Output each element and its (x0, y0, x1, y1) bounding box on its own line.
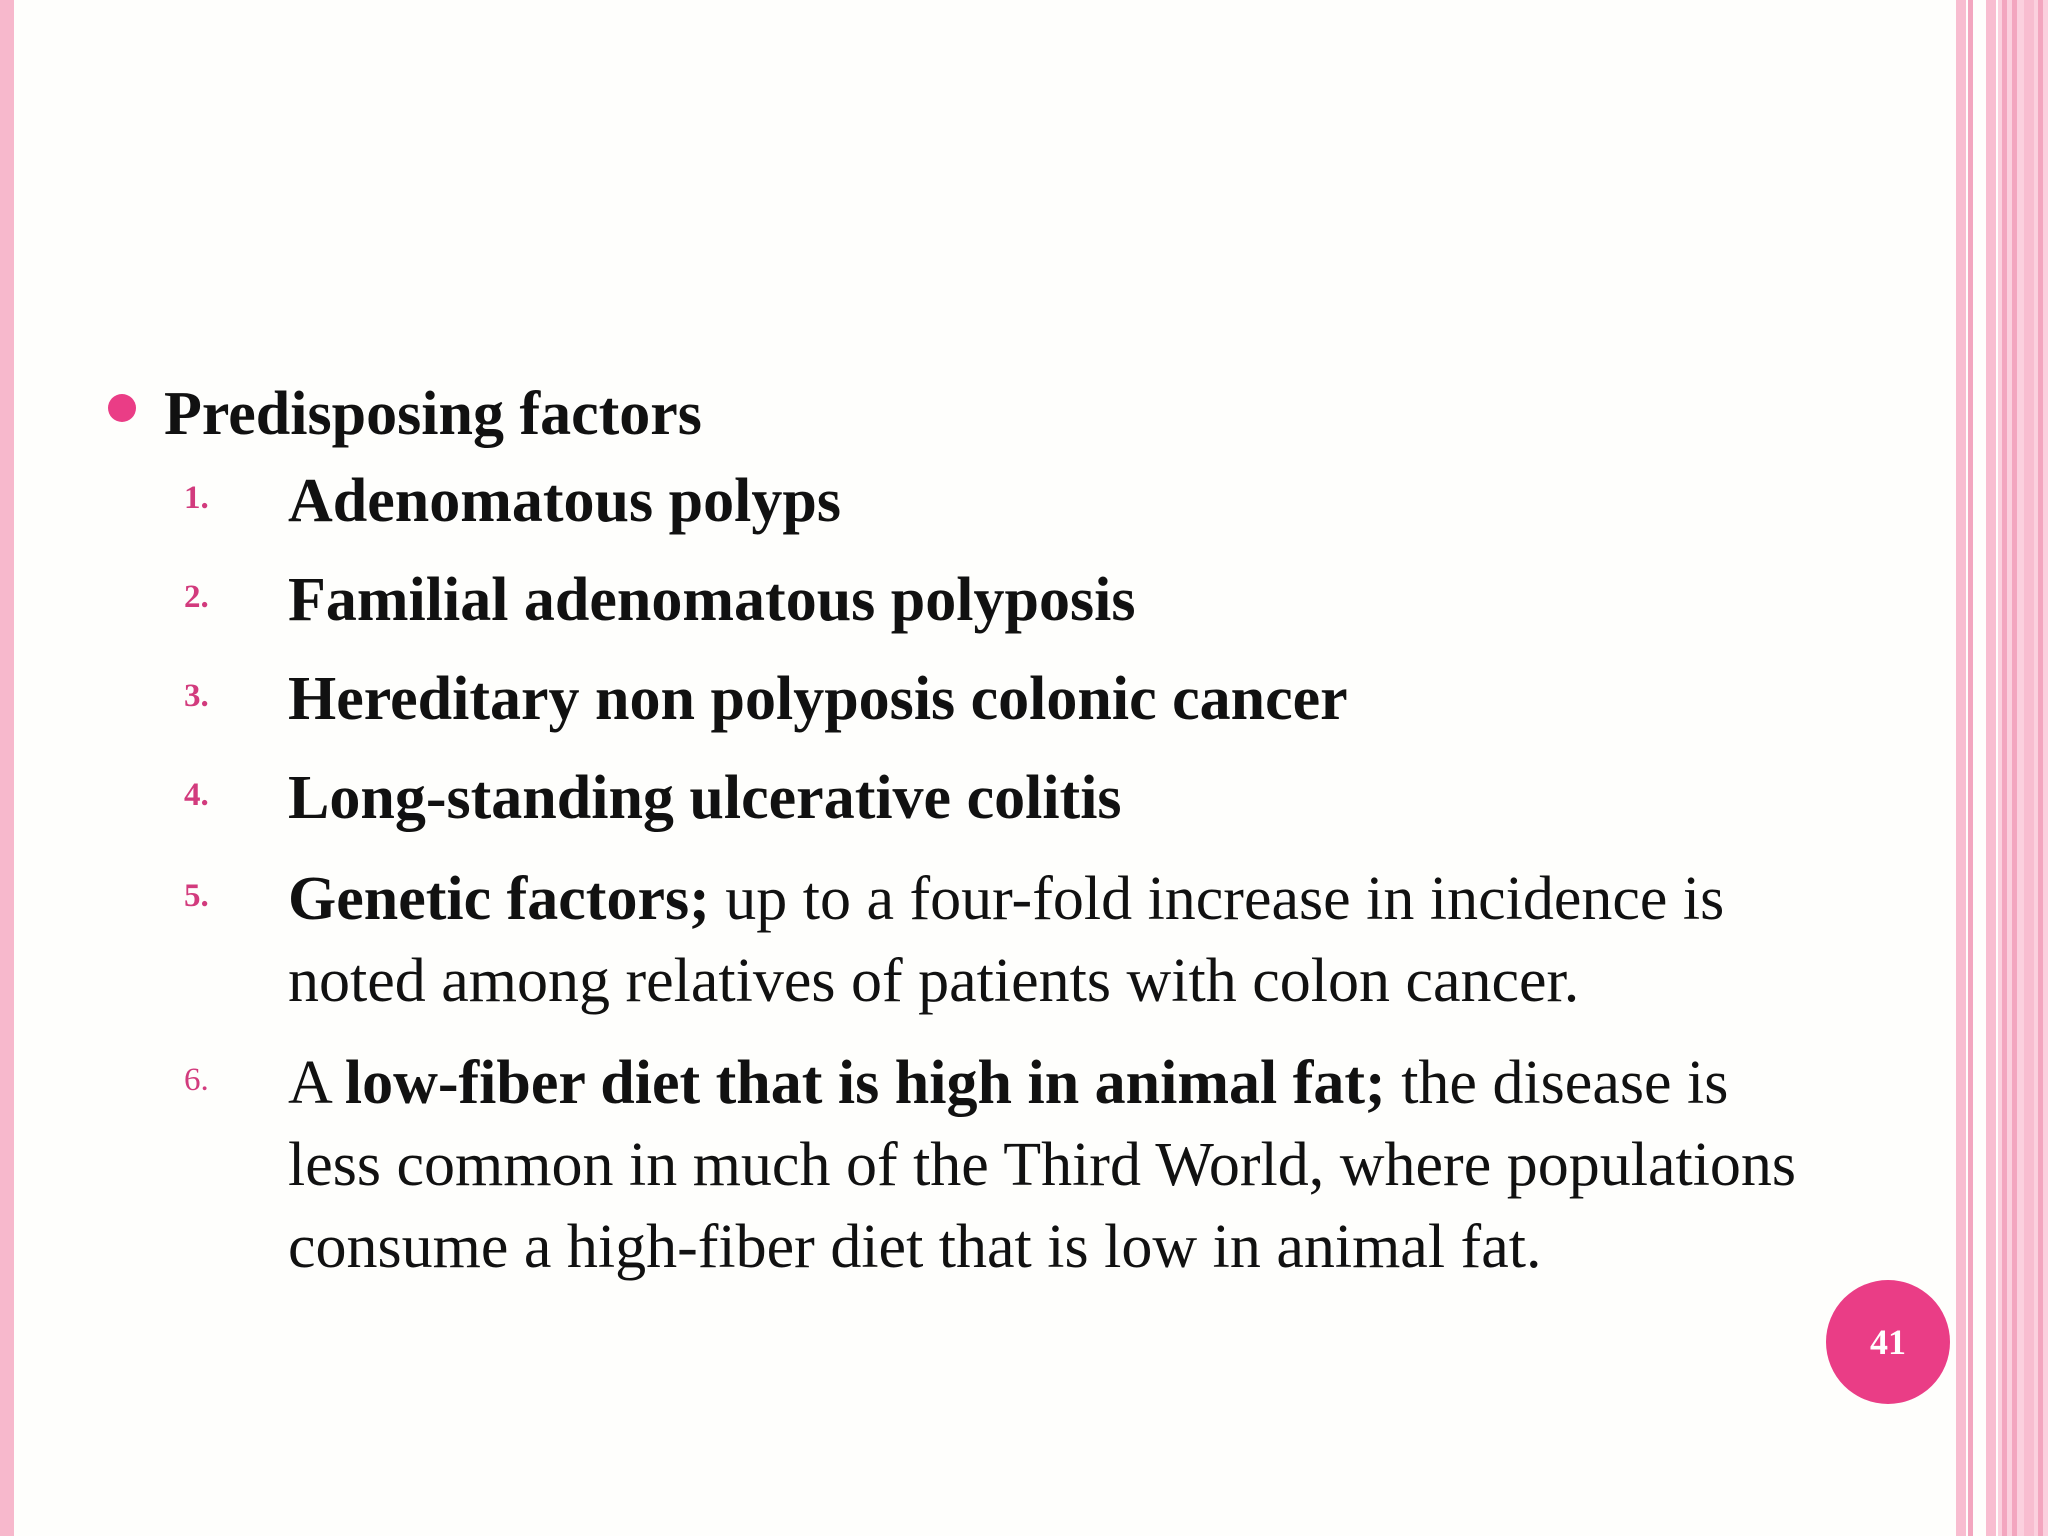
right-decorative-stripe (2024, 0, 2034, 1536)
list-item-text: up to a four-fold increase in incidence is (709, 865, 1725, 933)
list-item-text: Long-standing ulcerative colitis (288, 764, 1122, 832)
list-item-number: 6. (184, 1062, 209, 1098)
list-item (100, 460, 1960, 559)
list-item-text: A (288, 1049, 345, 1117)
list-item-number: 5. (184, 878, 209, 914)
list-item-number: 1. (184, 480, 209, 516)
factors-list (100, 460, 1960, 1288)
list-item (100, 858, 1960, 1040)
section-heading: Predisposing factors (164, 380, 702, 448)
list-item-line: noted among relatives of patients with colon cancer. (288, 947, 1580, 1015)
page-number-badge: 41 (1826, 1280, 1950, 1404)
list-item-number: 3. (184, 678, 209, 714)
left-decorative-bar (0, 0, 14, 1536)
list-item-line (288, 858, 1960, 940)
slide-content (100, 378, 1960, 1288)
list-item-text: Adenomatous polyps (288, 467, 841, 535)
list-item (100, 559, 1960, 658)
list-item-text: Hereditary non polyposis colonic cancer (288, 665, 1348, 733)
list-item-number: 4. (184, 777, 209, 813)
bullet-dot-icon (108, 394, 136, 422)
list-item (100, 658, 1960, 757)
right-decorative-stripe (2038, 0, 2043, 1536)
list-item-line (288, 1042, 1960, 1124)
right-decorative-stripe (1986, 0, 1996, 1536)
list-item-text: the disease is (1385, 1049, 1729, 1117)
list-item-line: less common in much of the Third World, where populations (288, 1131, 1797, 1199)
right-decorative-stripe (1968, 0, 1973, 1536)
list-item (100, 757, 1960, 856)
list-item-number: 2. (184, 579, 209, 615)
list-item-text: Familial adenomatous polyposis (288, 566, 1136, 634)
bullet-heading-row (100, 378, 1960, 460)
list-item-line: consume a high-fiber diet that is low in animal fat. (288, 1213, 1542, 1281)
right-decorative-stripe (2002, 0, 2007, 1536)
right-decorative-stripe (2012, 0, 2017, 1536)
list-item (100, 1042, 1960, 1288)
list-item-bold-text: low-fiber diet that is high in animal fat; (344, 1049, 1386, 1117)
list-item-bold-text: Genetic factors; (288, 865, 710, 933)
